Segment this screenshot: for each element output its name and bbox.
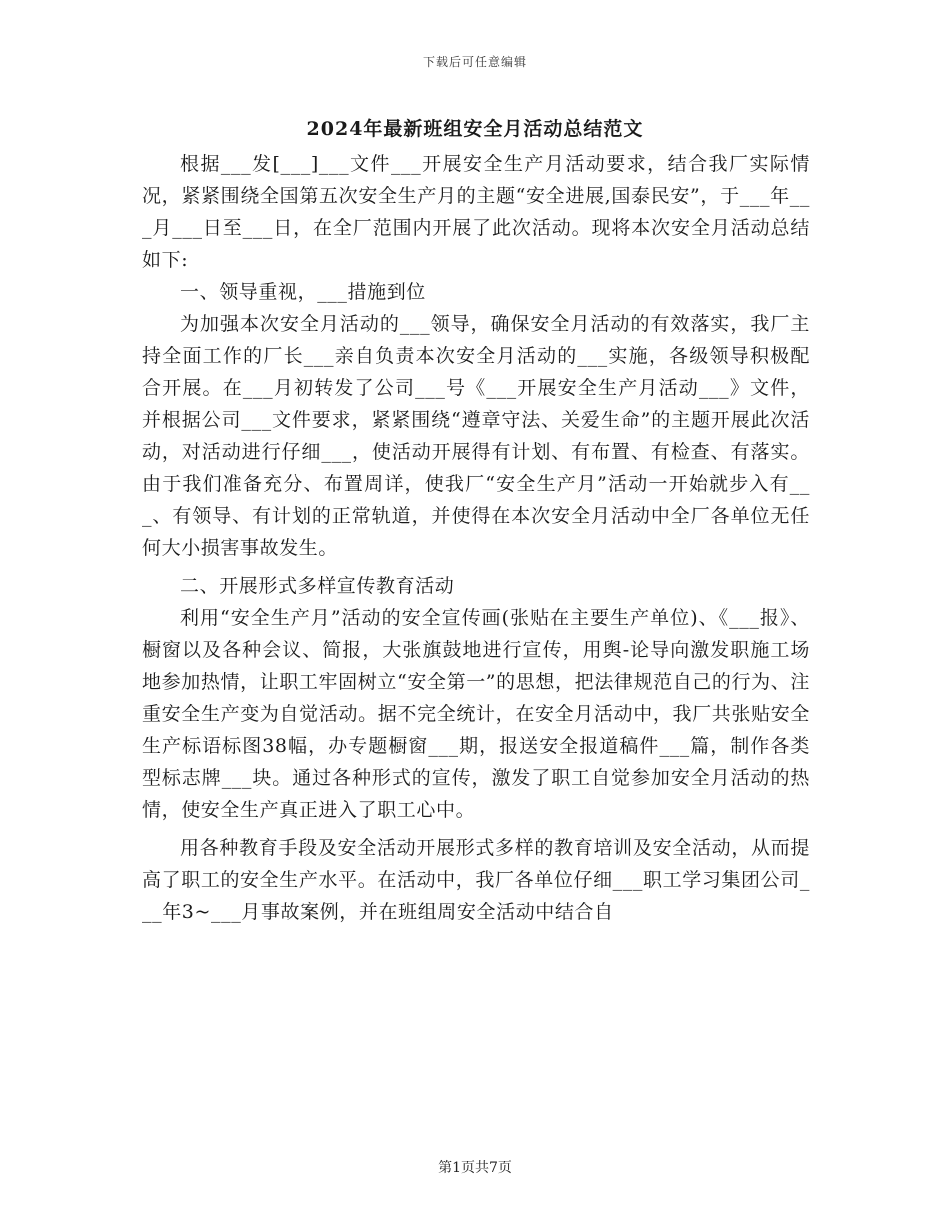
document-title: 2024年最新班组安全月活动总结范文	[306, 118, 644, 140]
paragraph-intro: 根据___发[___]___文件___开展安全生产月活动要求，结合我厂实际情况，紧紧围绕全国第五次安全生产月的主题“安全进展,国泰民安”，于___年___月___日至___日，在全厂范围内开展了此次活动。现将本次安全月活动总结如下:	[142, 153, 810, 271]
paragraph-education: 用各种教育手段及安全活动开展形式多样的教育培训及安全活动，从而提高了职工的安全生产水平。在活动中，我厂各单位仔细___职工学习集团公司___年3~___月事故案例，并在班组周安全活动中结合自	[142, 837, 810, 923]
section-heading-1: 一、领导重视，___措施到位	[180, 281, 426, 303]
section-heading-2: 二、开展形式多样宣传教育活动	[180, 575, 455, 597]
paragraph-section-2: 利用“安全生产月”活动的安全宣传画(张贴在主要生产单位)、《___报》、橱窗以及各种会议、简报，大张旗鼓地进行宣传，用舆-论导向激发职施工场地参加热情，让职工牢固树立“安全第一”的思想，把法律规范自己的行为、注重安全生产变为自觉活动。据不完全统计，在安全月活动中，我厂共张贴安全生产标语标图38幅，办专题橱窗___期，报送安全报道稿件___篇，制作各类型标志牌___块。通过各种形式的宣传，激发了职工自觉参加安全月活动的热情，使安全生产真正进入了职工心中。	[142, 607, 810, 821]
page-indicator: 第1页共7页	[438, 1160, 512, 1176]
header-editable-note: 下载后可任意编辑	[422, 55, 527, 69]
document-body	[142, 148, 810, 928]
paragraph-section-1: 为加强本次安全月活动的___领导，确保安全月活动的有效落实，我厂主持全面工作的厂长___亲自负责本次安全月活动的___实施，各级领导积极配合开展。在___月初转发了公司___号《___开展安全生产月活动___》文件，并根据公司___文件要求，紧紧围绕“遵章守法、关爱生命”的主题开展此次活动，对活动进行仔细___，使活动开展得有计划、有布置、有检查、有落实。由于我们准备充分、布置周详，使我厂“安全生产月”活动一开始就步入有___、有领导、有计划的正常轨道，并使得在本次安全月活动中全厂各单位无任何大小损害事故发生。	[142, 313, 810, 559]
